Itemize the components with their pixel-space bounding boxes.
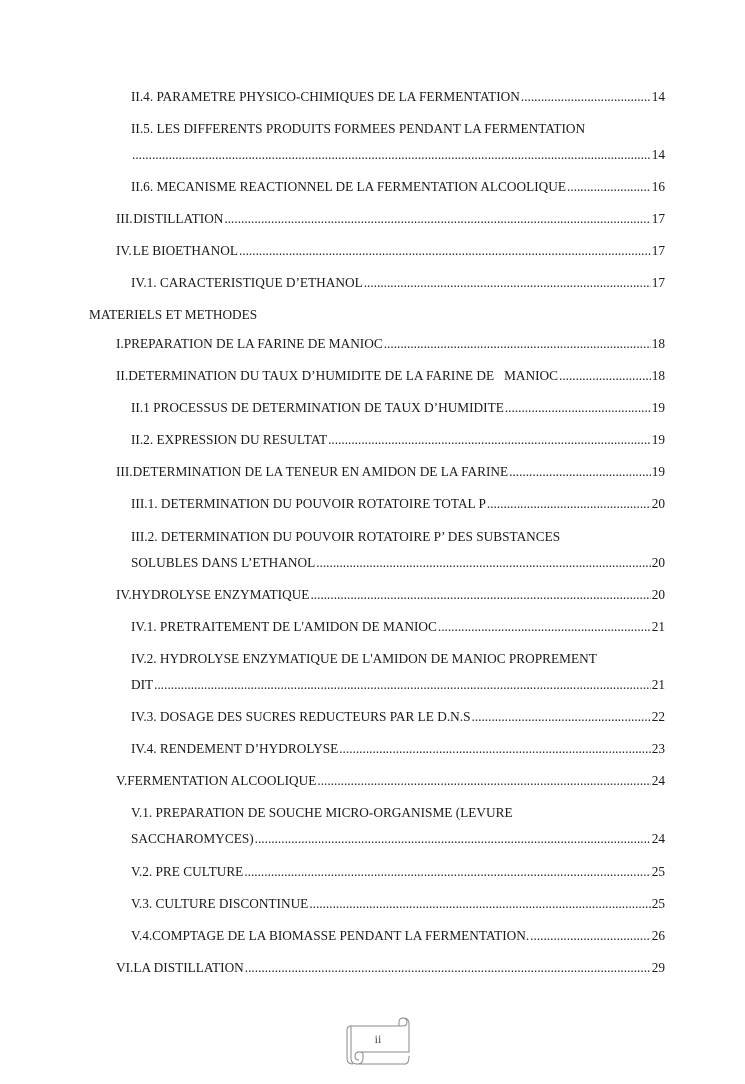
toc-entry[interactable] — [131, 275, 665, 291]
toc-entry-label: II.4. PARAMETRE PHYSICO-CHIMIQUES DE LA FERMENTATION — [131, 89, 520, 104]
toc-entry-label: V.3. CULTURE DISCONTINUE — [131, 896, 309, 911]
toc-entry-page: 16 — [651, 179, 665, 194]
toc-entry-page: 19 — [651, 464, 665, 479]
toc-entry-label: IV.2. HYDROLYSE ENZYMATIQUE DE L'AMIDON DE MANIOC PROPREMENT — [131, 651, 597, 666]
toc-entry[interactable] — [131, 89, 665, 105]
toc-entry[interactable] — [116, 368, 665, 384]
toc-entry[interactable] — [116, 960, 665, 976]
toc-entry-page: 29 — [651, 960, 665, 975]
toc-entry[interactable] — [131, 896, 665, 912]
toc-entry-page: 20 — [651, 587, 665, 602]
toc-entry-page: 21 — [651, 619, 665, 634]
toc-entry-line2[interactable] — [131, 555, 665, 571]
toc-entry[interactable] — [131, 928, 665, 944]
toc-entry-page: 19 — [651, 432, 665, 447]
toc-entry-label: HYDROLYSE ENZYMATIQUE — [131, 587, 310, 602]
toc-entry-label: V.2. PRE CULTURE — [131, 864, 244, 879]
dot-leader — [328, 432, 651, 448]
toc-entry[interactable] — [131, 741, 665, 757]
toc-entry[interactable] — [131, 619, 665, 635]
dot-leader — [309, 896, 650, 912]
toc-entry-label: V.4.COMPTAGE DE LA BIOMASSE PENDANT LA FERMENTATION. — [131, 928, 530, 943]
toc-entry-page: 17 — [651, 243, 665, 258]
toc-entry[interactable] — [131, 709, 665, 725]
toc-entry-label: II.1 PROCESSUS DE DETERMINATION DE TAUX D’HUMIDITE — [131, 400, 504, 415]
toc-section-heading[interactable]: MATERIELS ET METHODES — [89, 307, 258, 322]
toc-entry-label: IV.3. DOSAGE DES SUCRES REDUCTEURS PAR LE D.N.S — [131, 709, 471, 724]
dot-leader — [567, 179, 651, 195]
dot-leader — [364, 275, 651, 291]
toc-entry-line2[interactable] — [131, 677, 665, 693]
toc-entry-line2[interactable] — [131, 147, 665, 163]
page-number: ii — [374, 1032, 382, 1046]
toc-entry-label: DETERMINATION DU TAUX D’HUMIDITE DE LA FARINE DE MANIOC — [128, 368, 558, 383]
toc-entry-label: PREPARATION DE LA FARINE DE MANIOC — [123, 336, 383, 351]
toc-entry-line1[interactable] — [131, 121, 665, 137]
toc-entry-page: 18 — [651, 368, 665, 383]
toc-entry[interactable] — [116, 243, 665, 259]
toc-entry[interactable] — [131, 864, 665, 880]
toc-entry-page: 14 — [651, 147, 665, 162]
toc-entry-line1[interactable] — [131, 651, 665, 667]
toc-entry-label: IV.1. PRETRAITEMENT DE L'AMIDON DE MANIOC — [131, 619, 437, 634]
toc-entry-label: SOLUBLES DANS L’ETHANOL — [131, 555, 316, 570]
dot-leader — [316, 555, 651, 571]
toc-entry-page: 26 — [651, 928, 665, 943]
toc-entry-page: 23 — [651, 741, 665, 756]
toc-entry-label: IV.4. RENDEMENT D’HYDROLYSE — [131, 741, 339, 756]
page-footer — [343, 1016, 413, 1066]
toc-entry[interactable] — [131, 179, 665, 195]
toc-entry[interactable] — [116, 587, 665, 603]
toc-entry-number: I. — [116, 336, 124, 351]
toc-entry-page: 24 — [651, 831, 665, 846]
toc-entry-page: 21 — [651, 677, 665, 692]
toc-entry-page: 22 — [651, 709, 665, 724]
dot-leader — [509, 464, 651, 480]
dot-leader — [255, 831, 651, 847]
toc-entry-number: IV. — [116, 587, 132, 602]
dot-leader — [224, 211, 650, 227]
toc-entry[interactable] — [131, 496, 665, 512]
dot-leader — [559, 368, 651, 384]
toc-entry-page: 18 — [651, 336, 665, 351]
dot-leader — [472, 709, 651, 725]
toc-entry-label: LA DISTILLATION — [133, 960, 244, 975]
dot-leader — [310, 587, 650, 603]
toc-entry-page: 17 — [651, 211, 665, 226]
toc-entry-page: 20 — [651, 496, 665, 511]
dot-leader — [530, 928, 651, 944]
toc-entry-label: III.2. DETERMINATION DU POUVOIR ROTATOIRE P’ DES SUBSTANCES — [131, 529, 561, 544]
dot-leader — [317, 773, 650, 789]
toc-entry-number: III. — [116, 211, 133, 226]
dot-leader — [244, 864, 650, 880]
toc-entry-label: DISTILLATION — [133, 211, 224, 226]
dot-leader — [438, 619, 651, 635]
toc-entry-label: SACCHAROMYCES) — [131, 831, 254, 846]
dot-leader — [154, 677, 651, 693]
toc-entry-line1[interactable] — [131, 805, 665, 821]
dot-leader — [339, 741, 650, 757]
toc-entry-page: 19 — [651, 400, 665, 415]
toc-entry-label: II.6. MECANISME REACTIONNEL DE LA FERMENTATION ALCOOLIQUE — [131, 179, 566, 194]
toc-entry-label: II.2. EXPRESSION DU RESULTAT — [131, 432, 328, 447]
toc-entry-label: LE BIOETHANOL — [132, 243, 238, 258]
dot-leader — [487, 496, 651, 512]
toc-entry-page: 20 — [651, 555, 665, 570]
toc-entry[interactable] — [116, 336, 665, 352]
toc-entry[interactable] — [116, 211, 665, 227]
toc-entry-label: DETERMINATION DE LA TENEUR EN AMIDON DE LA FARINE — [132, 464, 509, 479]
dot-leader — [245, 960, 651, 976]
toc-entry-label: II.5. LES DIFFERENTS PRODUITS FORMEES PENDANT LA FERMENTATION — [131, 121, 586, 136]
toc-entry-number: VI. — [116, 960, 134, 975]
dot-leader — [505, 400, 651, 416]
toc-entry-label: FERMENTATION ALCOOLIQUE — [127, 773, 317, 788]
toc-entry-page: 24 — [651, 773, 665, 788]
toc-entry-page: 14 — [651, 89, 665, 104]
toc-entry-line1[interactable] — [131, 529, 665, 545]
toc-entry-label: DIT — [131, 677, 154, 692]
dot-leader — [384, 336, 651, 352]
toc-entry-number: II. — [116, 368, 129, 383]
toc-entry-label: IV.1. CARACTERISTIQUE D’ETHANOL — [131, 275, 363, 290]
toc-entry[interactable] — [131, 432, 665, 448]
dot-leader — [521, 89, 651, 105]
toc-entry-page: 25 — [651, 896, 665, 911]
toc-entry-number: V. — [116, 773, 128, 788]
toc-entry[interactable] — [116, 464, 665, 480]
toc-entry-page: 25 — [651, 864, 665, 879]
toc-entry-page: 17 — [651, 275, 665, 290]
toc-entry[interactable] — [116, 773, 665, 789]
toc-entry-line2[interactable] — [131, 831, 665, 847]
dot-leader — [132, 147, 651, 163]
toc-entry-label: III.1. DETERMINATION DU POUVOIR ROTATOIRE TOTAL P — [131, 496, 486, 511]
toc-entry-number: III. — [116, 464, 133, 479]
toc-entry-number: IV. — [116, 243, 132, 258]
toc-entry[interactable] — [131, 400, 665, 416]
toc-entry-label: V.1. PREPARATION DE SOUCHE MICRO-ORGANISME (LEVURE — [131, 805, 513, 820]
dot-leader — [239, 243, 651, 259]
